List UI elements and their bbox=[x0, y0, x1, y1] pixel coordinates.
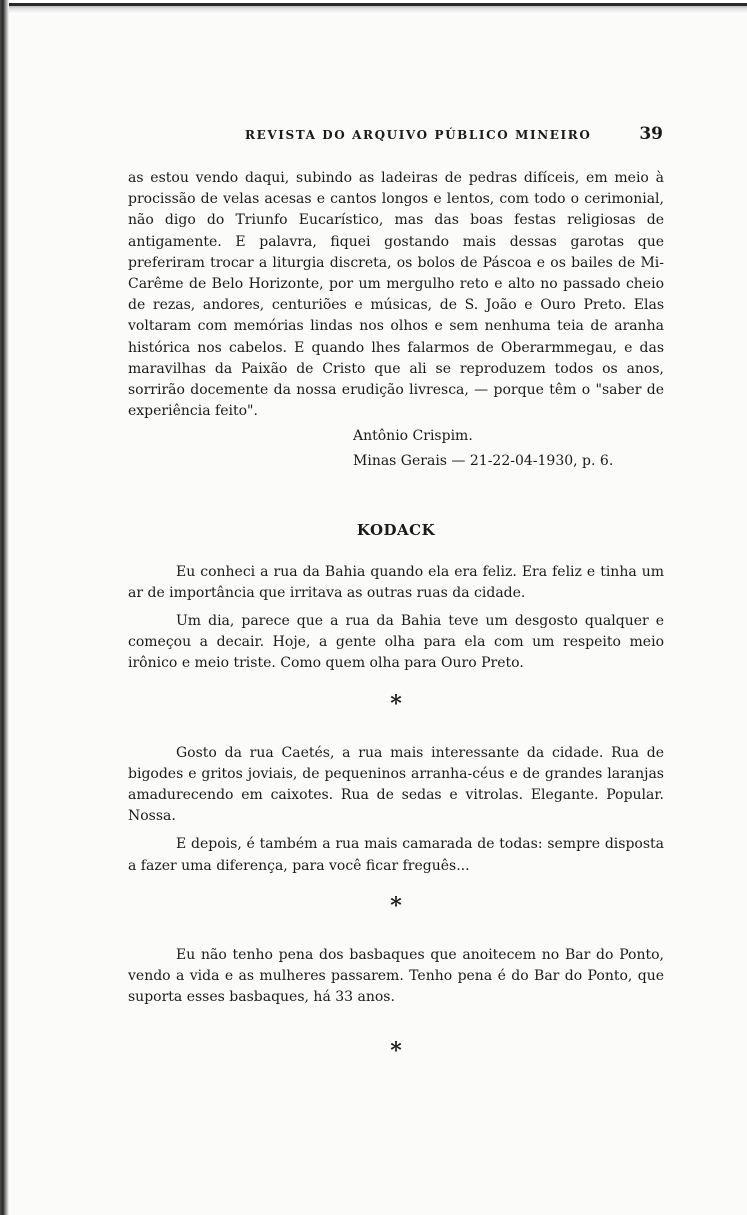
scan-top-border bbox=[0, 0, 747, 14]
paragraph-bar-do-ponto: Eu não tenho pena dos basbaques que anoitecem no Bar do Ponto, vendo a vida e as mulheres passarem. Tenho pena é do Bar do Ponto, que suporta esses basbaques, há 33 anos. bbox=[128, 946, 664, 1006]
running-head: REVISTA DO ARQUIVO PÚBLICO MINEIRO bbox=[245, 128, 592, 142]
paragraph-rua-caetes-1: Gosto da rua Caetés, a rua mais interessante da cidade. Rua de bigodes e gritos joviais, de pequeninos arranha-céus e de grandes laranjas amadurecendo em caixotes. Rua de sedas e vitrolas. Elegante. Popular. Nossa. bbox=[128, 744, 664, 825]
opening-paragraph: as estou vendo daqui, subindo as ladeiras de pedras difíceis, em meio à procissão de velas acesas e cantos longos e lentos, com todo o cerimonial, não digo do Triunfo Eucarístico, mas das boas festas religiosas de antigamente. E palavra, fiquei gostando mais dessas garotas que preferiram trocar a liturgia discreta, os bolos de Páscoa e os bailes de Mi-Carême de Belo Horizonte, por um mergulho reto e alto no passado cheio de rezas, andores, centuriões e músicas, de S. João e Ouro Preto. Elas voltaram com memórias lindas nos olhos e sem nenhuma teia de aranha histórica nos cabelos. E quando lhes falarmos de Oberarmmegau, e das maravilhas da Paixão de Cristo que ali se reproduzem todos os anos, sorrirão docemente da nossa erudição livresca, — porque têm o "saber de experiência feito". bbox=[128, 170, 664, 420]
section-title: KODACK bbox=[356, 521, 436, 540]
paragraph-rua-da-bahia-2: Um dia, parece que a rua da Bahia teve um desgosto qualquer e começou a decair. Hoje, a gente olha para ela com um respeito meio irônico e meio triste. Como quem olha para Ouro Preto. bbox=[128, 613, 664, 672]
signature-author: Antônio Crispim. bbox=[353, 428, 473, 445]
page-body bbox=[128, 168, 664, 1090]
separator-asterisk: * bbox=[390, 690, 402, 717]
paragraph-rua-da-bahia-1: Eu conheci a rua da Bahia quando ela era feliz. Era feliz e tinha um ar de importância que irritava as outras ruas da cidade. bbox=[128, 563, 664, 601]
signature-source: Minas Gerais — 21-22-04-1930, p. 6. bbox=[353, 453, 614, 470]
scan-left-spine bbox=[0, 0, 9, 1215]
page-number: 39 bbox=[639, 124, 663, 144]
page-header bbox=[245, 124, 663, 146]
separator-asterisk: * bbox=[390, 892, 402, 919]
paragraph-rua-caetes-2: E depois, é também a rua mais camarada de todas: sempre disposta a fazer uma diferença, para você ficar freguês... bbox=[128, 836, 664, 874]
separator-asterisk: * bbox=[390, 1038, 402, 1065]
